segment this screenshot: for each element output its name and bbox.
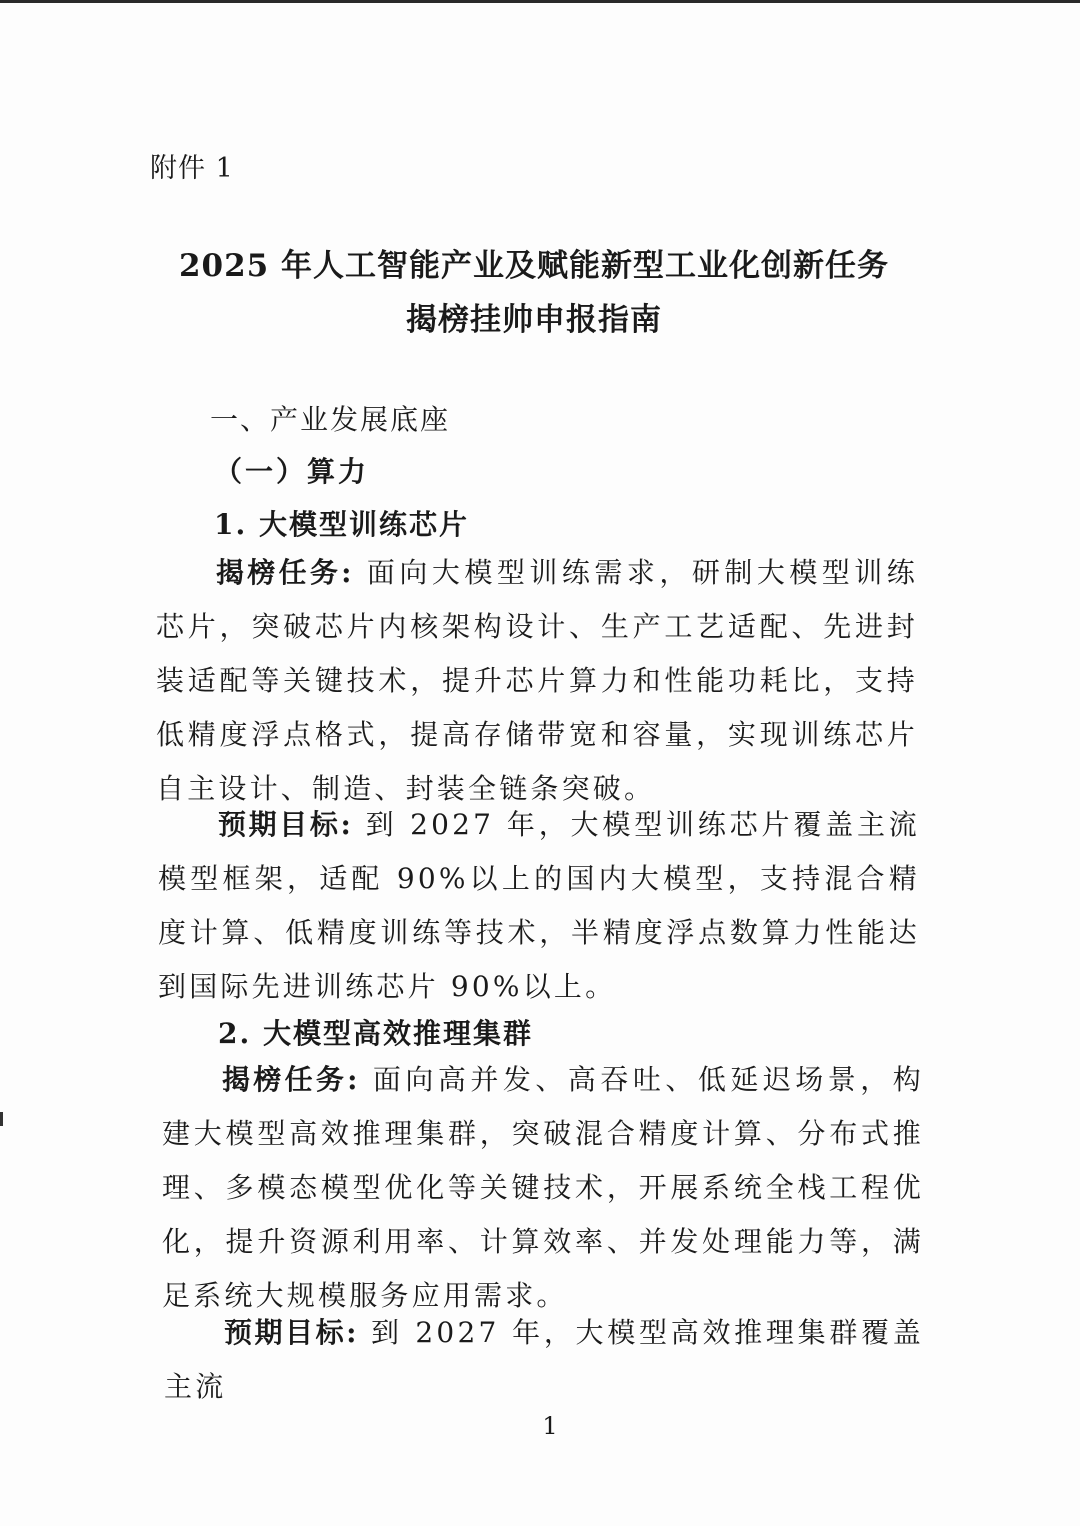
attachment-label: 附件 1 [150, 153, 234, 184]
item-1-goal-paragraph [158, 798, 920, 1014]
section-heading: 一、产业发展底座 [210, 403, 451, 436]
item-1-goal-text: 到 2027 年，大模型训练芯片覆盖主流模型框架，适配 90%以上的国内大模型，支持混合精度计算、低精度训练等技术，半精度浮点数算力性能达到国际先进训练芯片 90%以上。 [158, 808, 920, 1003]
item-2-goal-paragraph [164, 1306, 924, 1414]
item-2-task-paragraph [162, 1053, 924, 1323]
document-title-line-2: 揭榜挂帅申报指南 [406, 302, 662, 338]
item-2-task-text: 面向高并发、高吞吐、低延迟场景，构建大模型高效推理集群，突破混合精度计算、分布式推理、多模态模型优化等关键技术，开展系统全栈工程优化，提升资源利用率、计算效率、并发处理能力等，满足系统大规模服务应用需求。 [162, 1063, 924, 1312]
scan-edge-mark [0, 1112, 3, 1126]
item-2-task-label: 揭榜任务: [222, 1063, 360, 1096]
item-1-task-paragraph [156, 546, 918, 816]
item-1-task-label: 揭榜任务: [216, 556, 354, 589]
item-heading-2: 2. 大模型高效推理集群 [218, 1017, 533, 1050]
page-number: 1 [542, 1412, 558, 1440]
item-heading-1: 1. 大模型训练芯片 [214, 508, 469, 541]
item-2-goal-text: 到 2027 年，大模型高效推理集群覆盖主流 [164, 1316, 924, 1403]
top-border-line [0, 0, 1080, 3]
item-2-goal-label: 预期目标: [224, 1316, 359, 1349]
document-title-line-1: 2025 年人工智能产业及赋能新型工业化创新任务 [178, 248, 890, 284]
item-1-task-text: 面向大模型训练需求，研制大模型训练芯片，突破芯片内核架构设计、生产工艺适配、先进封装适配等关键技术，提升芯片算力和性能功耗比，支持低精度浮点格式，提高存储带宽和容量，实现训练芯片自主设计、制造、封装全链条突破。 [156, 556, 918, 805]
subsection-heading: （一）算力 [214, 455, 370, 488]
item-1-goal-label: 预期目标: [218, 808, 353, 841]
